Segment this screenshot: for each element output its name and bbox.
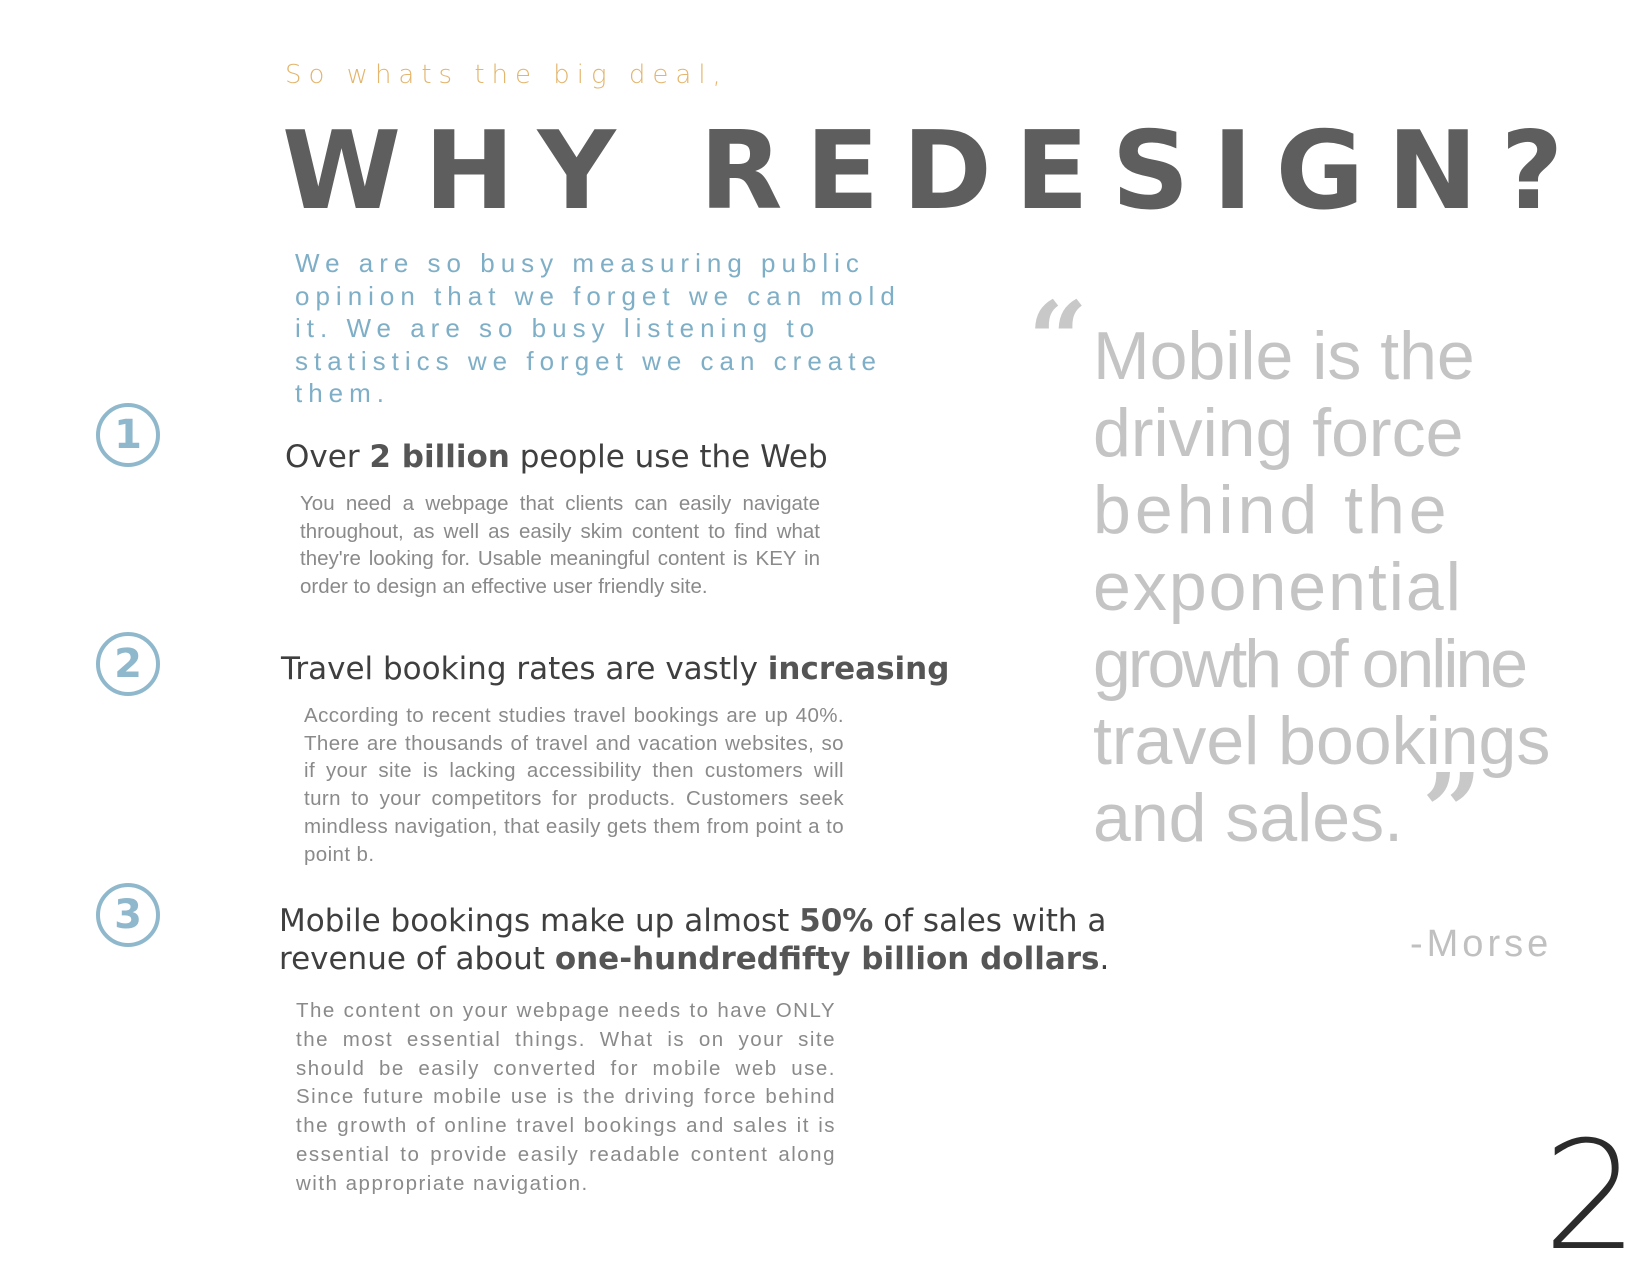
point-3-heading-line2-post: . [1099, 941, 1110, 977]
number-badge-1 [96, 403, 160, 467]
point-1-heading-post: people use the Web [509, 439, 828, 475]
pull-quote-line: driving force [1093, 395, 1464, 471]
quote-attribution: -Morse [1410, 923, 1553, 965]
point-3-heading-mid: of sales with a [873, 903, 1107, 939]
point-1-body: You need a webpage that clients can easily navigate throughout, as well as easily skim content to find what they're looking for. Usable meaningful content is KEY in order to design an effective user friendly site. [300, 492, 820, 599]
point-3-heading-pre: Mobile bookings make up almost [279, 903, 800, 939]
point-2-heading-bold: increasing [767, 651, 950, 687]
point-3-heading-line2-pre: revenue of about [279, 941, 555, 977]
number-badge-2 [96, 632, 160, 696]
number-badge-1-label: 1 [114, 412, 142, 458]
pull-quote-line: Mobile is the [1093, 318, 1475, 394]
number-badge-3 [96, 883, 160, 947]
close-quote-mark: ” [1422, 750, 1482, 873]
pull-quote-line: exponential [1093, 549, 1463, 625]
point-3-heading [279, 902, 1109, 978]
pull-quote-line: growth of online [1093, 626, 1526, 702]
point-1-heading [285, 438, 828, 476]
pull-quote-line: behind the [1093, 472, 1451, 548]
point-2-heading-pre: Travel booking rates are vastly [281, 651, 768, 687]
point-3-body: The content on your webpage needs to have ONLY the most essential things. What is on your site should be easily converted for mobile web use. Since future mobile use is the driving force behind the growth of online travel bookings and sales it is essential to provide easily readable content along with appropriate navigation. [296, 999, 836, 1195]
point-2-heading [281, 650, 949, 688]
number-badge-2-label: 2 [114, 641, 142, 687]
point-3-heading-bold: 50% [799, 903, 874, 939]
kicker-text: So whats the big deal, [285, 60, 728, 90]
pull-quote-line: and sales. [1093, 780, 1403, 856]
pull-quote [1093, 318, 1593, 857]
pull-quote-line: travel bookings [1093, 703, 1551, 779]
point-1-heading-pre: Over [285, 439, 370, 475]
page-number: 2 [1543, 1110, 1639, 1284]
number-badge-3-label: 3 [114, 892, 142, 938]
point-3-heading-line2-bold: one-hundredfifty billion dollars [554, 941, 1100, 977]
page-title: WHY REDESIGN? [282, 109, 1587, 234]
point-1-heading-bold: 2 billion [369, 439, 510, 475]
intro-quote: We are so busy measuring public opinion that we forget we can mold it. We are so busy listening to statistics we forget we can create them. [295, 248, 901, 408]
open-quote-mark: “ [1028, 278, 1088, 401]
point-2-body: According to recent studies travel bookings are up 40%. There are thousands of travel and vacation websites, so if your site is lacking accessibility then customers will turn to your competitors for products. Customers seek mindless navigation, that easily gets them from point a to point b. [304, 704, 844, 866]
